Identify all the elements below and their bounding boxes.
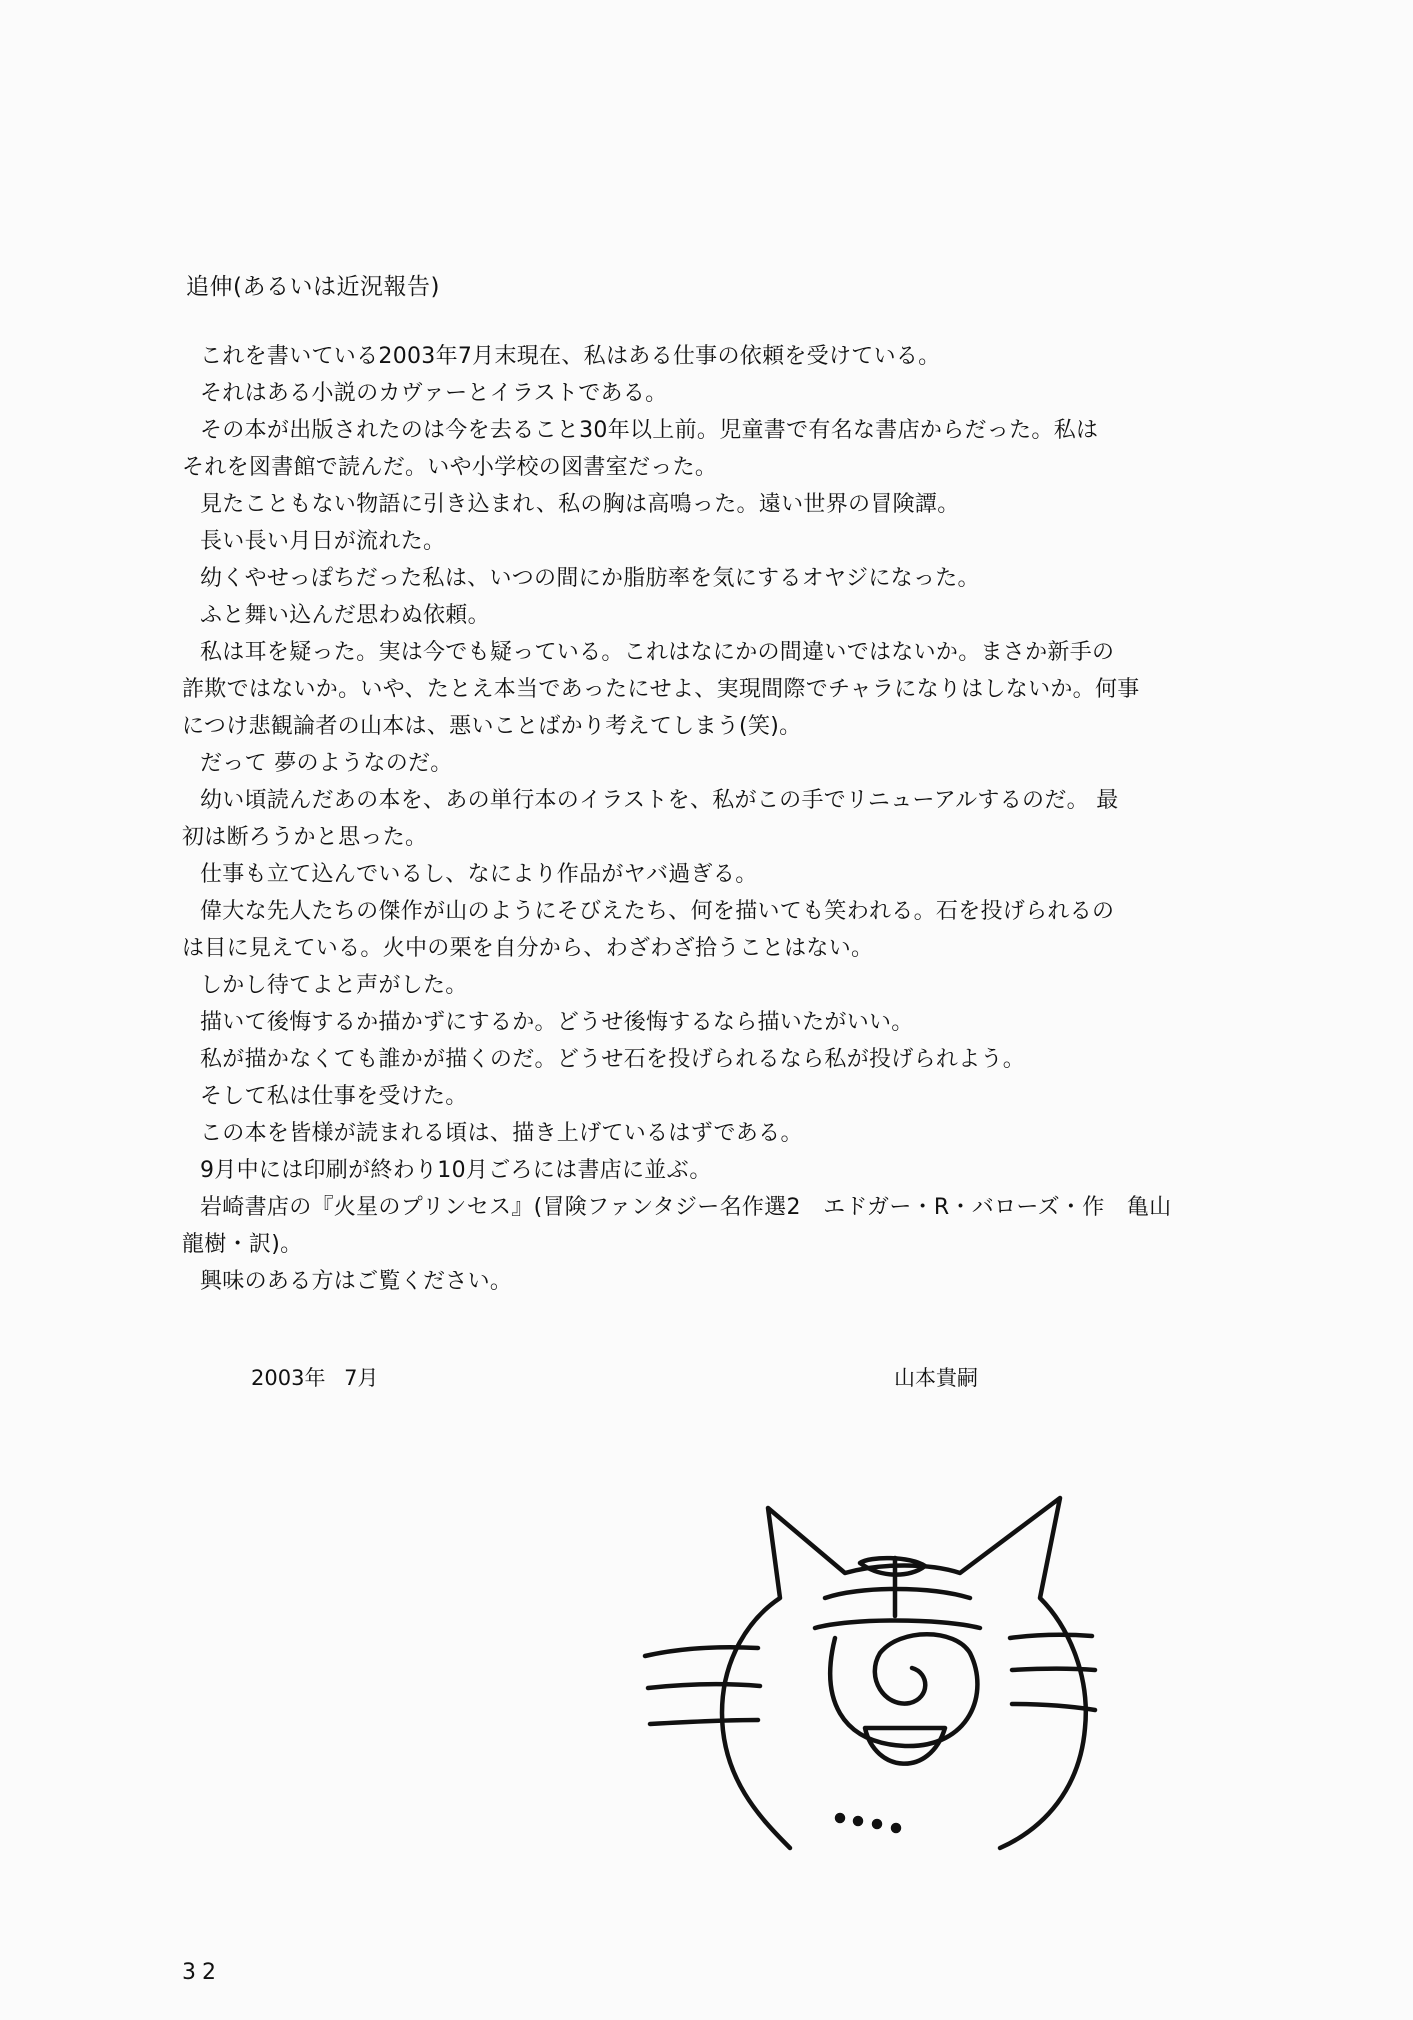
body-line: 幼い頃読んだあの本を、あの単行本のイラストを、私がこの手でリニューアルするのだ。 最 xyxy=(200,788,1119,813)
cat-face-glyph xyxy=(815,1621,980,1629)
body-line: その本が出版されたのは今を去ること30年以上前。児童書で有名な書店からだった。私は xyxy=(200,418,1099,443)
postscript-heading: 追伸(あるいは近況報告) xyxy=(186,274,440,300)
body-line: 仕事も立て込んでいるし、なにより作品がヤバ過ぎる。 xyxy=(200,862,758,887)
body-line: 幼くやせっぽちだった私は、いつの間にか脂肪率を気にするオヤジになった。 xyxy=(200,566,980,591)
cat-whisker xyxy=(648,1684,760,1688)
cat-whisker xyxy=(645,1647,758,1656)
body-line: だって 夢のようなのだ。 xyxy=(200,751,453,776)
cat-whisker xyxy=(1012,1669,1095,1671)
body-line: そして私は仕事を受けた。 xyxy=(200,1084,468,1109)
body-line: 私は耳を疑った。実は今でも疑っている。これはなにかの間違いではないか。まさか新手の xyxy=(200,640,1115,665)
cat-whisker xyxy=(1010,1635,1092,1638)
body-line: それはある小説のカヴァーとイラストである。 xyxy=(200,381,668,406)
body-line: ふと舞い込んだ思わぬ依頼。 xyxy=(200,603,490,628)
body-text xyxy=(182,338,1172,1300)
page-number: 32 xyxy=(182,1960,222,1985)
body-line: 9月中には印刷が終わり10月ごろには書店に並ぶ。 xyxy=(200,1158,712,1183)
body-line: しかし待てよと声がした。 xyxy=(200,973,468,998)
body-line: 私が描かなくても誰かが描くのだ。どうせ石を投げられるなら私が投げられよう。 xyxy=(200,1047,1026,1072)
body-line: それを図書館で読んだ。いや小学校の図書室だった。 xyxy=(182,455,718,480)
body-line: 初は断ろうかと思った。 xyxy=(182,825,428,850)
body-line: これを書いている2003年7月末現在、私はある仕事の依頼を受けている。 xyxy=(200,344,941,369)
body-line: この本を皆様が読まれる頃は、描き上げているはずである。 xyxy=(200,1121,803,1146)
body-line: につけ悲観論者の山本は、悪いことばかり考えてしまう(笑)。 xyxy=(182,714,802,739)
body-line: 長い長い月日が流れた。 xyxy=(200,529,446,554)
author-signature: 山本貴嗣 xyxy=(894,1366,978,1390)
body-line: 龍樹・訳)。 xyxy=(182,1232,303,1257)
cat-dot xyxy=(855,1818,861,1824)
body-line: 偉大な先人たちの傑作が山のようにそびえたち、何を描いても笑われる。石を投げられるの xyxy=(200,899,1115,924)
cat-whisker xyxy=(1012,1704,1095,1710)
body-line: は目に見えている。火中の栗を自分から、わざわざ拾うことはない。 xyxy=(182,936,874,961)
cat-dot xyxy=(837,1815,843,1821)
cat-whisker xyxy=(650,1720,758,1724)
body-line: 見たこともない物語に引き込まれ、私の胸は高鳴った。遠い世界の冒険譚。 xyxy=(200,492,960,517)
date-line: 2003年 7月 xyxy=(251,1366,379,1390)
cat-head-outline xyxy=(722,1498,1086,1848)
body-line: 詐欺ではないか。いや、たとえ本当であったにせよ、実現間際でチャラになりはしないか。何事 xyxy=(182,677,1140,702)
cat-dot xyxy=(874,1821,880,1827)
cat-dot xyxy=(893,1825,899,1831)
body-line: 描いて後悔するか描かずにするか。どうせ後悔するなら描いたがいい。 xyxy=(200,1010,914,1035)
body-line: 岩崎書店の『火星のプリンセス』(冒険ファンタジー名作選2 エドガー・R・バローズ・作 亀山 xyxy=(200,1195,1172,1220)
cat-face-glyph xyxy=(825,1589,970,1598)
cat-doodle-icon xyxy=(640,1488,1100,1858)
body-line: 興味のある方はご覧ください。 xyxy=(200,1269,513,1294)
